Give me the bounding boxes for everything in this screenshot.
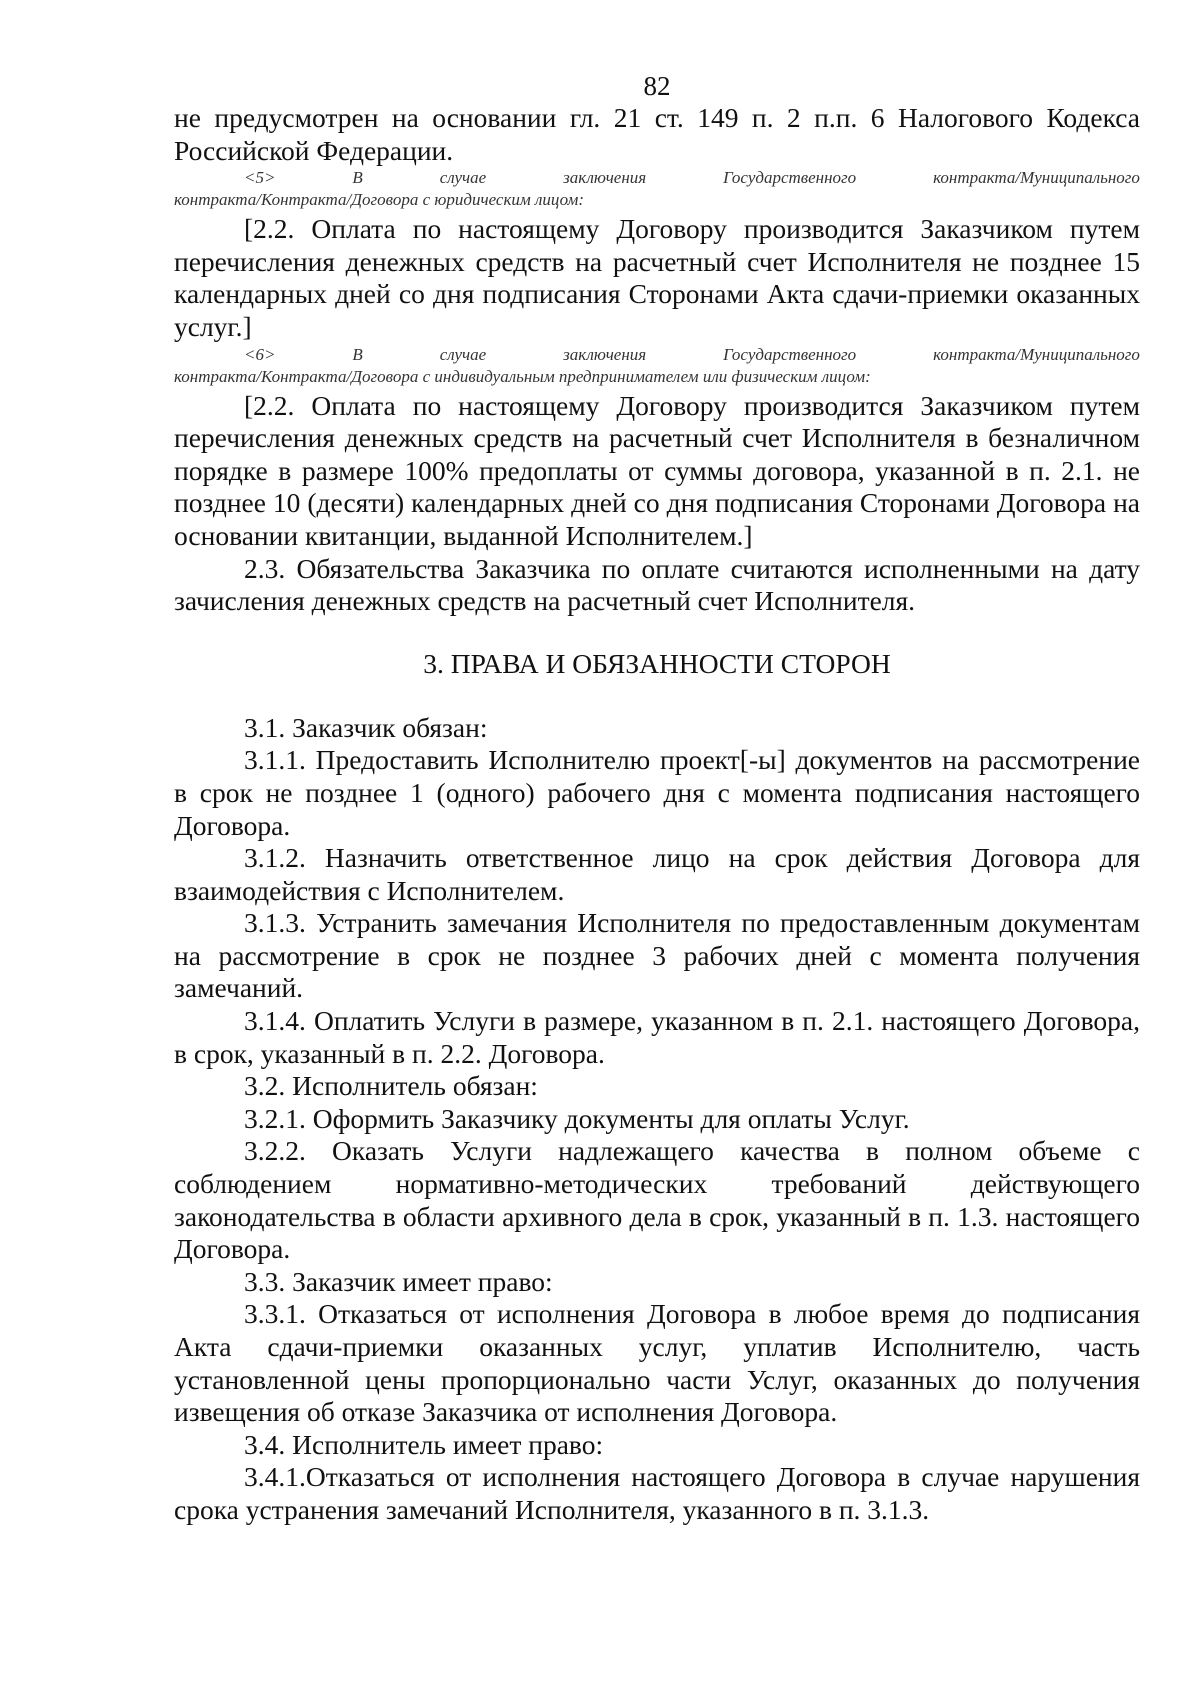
footnote-5-word: случае xyxy=(439,168,487,188)
paragraph-3-3-1: 3.3.1. Отказаться от исполнения Договора в любое время до подписания Акта сдачи-приемки оказанных услуг, уплатив Исполнителю, часть установленной цены пропорционально части Услуг, оказанных до получения извещения об отказе Заказчика от исполнения Договора. xyxy=(174,1298,1140,1428)
page-number: 82 xyxy=(643,71,671,101)
paragraph-2-2-legal-entity: [2.2. Оплата по настоящему Договору производится Заказчиком путем перечисления денежных средств на расчетный счет Исполнителя не позднее 15 календарных дней со дня подписания Сторонами Акта сдачи-приемки оказанных услуг.] xyxy=(174,213,1140,342)
paragraph-3-1-1: 3.1.1. Предоставить Исполнителю проект[-ы] документов на рассмотрение в срок не позднее 1 (одного) рабочего дня с момента подписания настоящего Договора. xyxy=(174,744,1140,841)
footnote-5-word: заключения xyxy=(563,168,647,188)
paragraph-intro: не предусмотрен на основании гл. 21 ст. 149 п. 2 п.п. 6 Налогового Кодекса Российской Федерации. xyxy=(174,102,1140,166)
footnote-6-word: В xyxy=(352,344,363,364)
paragraph-3-4: 3.4. Исполнитель имеет право: xyxy=(244,1428,604,1460)
paragraph-3-1-2: 3.1.2. Назначить ответственное лицо на срок действия Договора для взаимодействия с Исполнителем. xyxy=(174,842,1140,906)
paragraph-3-1: 3.1. Заказчик обязан: xyxy=(244,711,488,743)
paragraph-3-4-1: 3.4.1.Отказаться от исполнения настоящего Договора в случае нарушения срока устранения замечаний Исполнителя, указанного в п. 3.1.3. xyxy=(174,1461,1140,1525)
paragraph-3-2-1: 3.2.1. Оформить Заказчику документы для оплаты Услуг. xyxy=(244,1102,910,1134)
footnote-5-word: Государственного xyxy=(723,168,857,188)
footnote-6-word: случае xyxy=(439,344,487,364)
footnote-5-word: контракта/Муниципального xyxy=(933,168,1140,188)
footnote-6-line2: контракта/Контракта/Договора с индивидуальным предпринимателем или физическим лицом: xyxy=(174,366,871,386)
paragraph-3-3: 3.3. Заказчик имеет право: xyxy=(244,1265,553,1297)
footnote-5-line1 xyxy=(174,167,1140,189)
footnote-6-word: контракта/Муниципального xyxy=(933,344,1140,364)
footnote-5-marker: <5> xyxy=(244,168,276,188)
paragraph-3-2-2: 3.2.2. Оказать Услуги надлежащего качества в полном объеме с соблюдением нормативно-методических требований действующего законодательства в области архивного дела в срок, указанный в п. 1.3. настоящего Договора. xyxy=(174,1135,1140,1265)
footnote-6-word: Государственного xyxy=(723,344,857,364)
footnote-5-line2: контракта/Контракта/Договора с юридическим лицом: xyxy=(174,190,584,210)
paragraph-2-2-individual: [2.2. Оплата по настоящему Договору производится Заказчиком путем перечисления денежных средств на расчетный счет Исполнителя в безналичном порядке в размере 100% предоплаты от суммы договора, указанной в п. 2.1. не позднее 10 (десяти) календарных дней со дня подписания Сторонами Договора на основании квитанции, выданной Исполнителем.] xyxy=(174,389,1140,551)
footnote-5-word: В xyxy=(352,168,363,188)
paragraph-3-2: 3.2. Исполнитель обязан: xyxy=(244,1070,538,1102)
section-3-title: 3. ПРАВА И ОБЯЗАННОСТИ СТОРОН xyxy=(423,647,891,679)
paragraph-3-1-3: 3.1.3. Устранить замечания Исполнителя по предоставленным документам на рассмотрение в срок не позднее 3 рабочих дней с момента получения замечаний. xyxy=(174,907,1140,1004)
document-page xyxy=(174,70,1140,1527)
paragraph-3-1-4: 3.1.4. Оплатить Услуги в размере, указанном в п. 2.1. настоящего Договора, в срок, указанный в п. 2.2. Договора. xyxy=(174,1005,1140,1069)
footnote-6-line1 xyxy=(174,344,1140,366)
paragraph-2-3: 2.3. Обязательства Заказчика по оплате считаются исполненными на дату зачисления денежных средств на расчетный счет Исполнителя. xyxy=(174,552,1140,617)
footnote-6-marker: <6> xyxy=(244,344,276,364)
footnote-6-word: заключения xyxy=(563,344,647,364)
